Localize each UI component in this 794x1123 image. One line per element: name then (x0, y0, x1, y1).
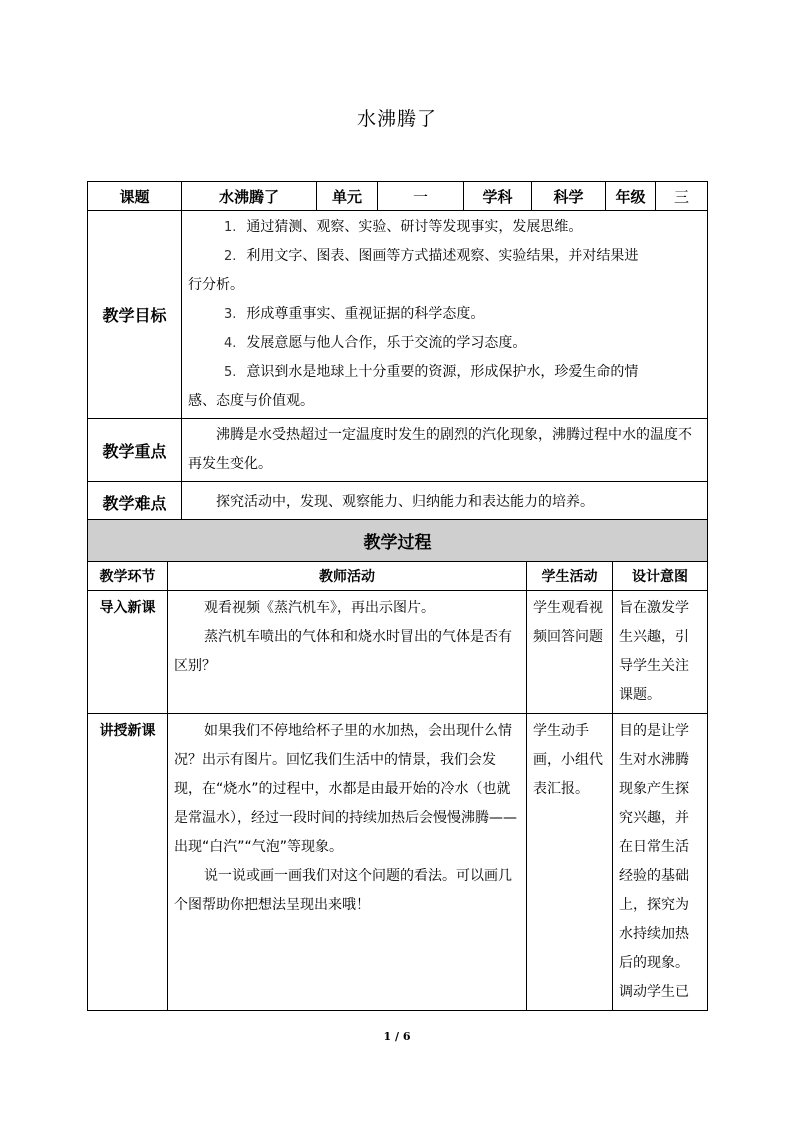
stage-label: 导入新课 (88, 591, 168, 714)
difficulty-text: 探究活动中，发现、观察能力、归纳能力和表达能力的培养。 (216, 494, 594, 510)
teacher-activity-text: 说一说或画一画我们对这个问题的看法。可以画几个图帮助你把想法呈现出来哦！ (174, 868, 512, 913)
document-title: 水沸腾了 (356, 108, 437, 130)
stage-label: 讲授新课 (88, 714, 168, 1011)
process-band-heading: 教学过程 (88, 520, 708, 562)
objective-item: 1. 通过猜测、观察、实验、研讨等发现事实，发展思维。 (224, 219, 583, 235)
col-header-student: 学生活动 (527, 562, 613, 591)
subject-value: 科学 (532, 182, 606, 211)
objective-item-cont: 感、态度与价值观。 (188, 393, 314, 409)
objective-item: 4. 发展意愿与他人合作，乐于交流的学习态度。 (224, 335, 527, 351)
student-activity-text: 学生动手画，小组代表汇报。 (527, 714, 613, 1011)
student-activity-text: 学生观看视频回答问题 (527, 591, 613, 714)
grade-label: 年级 (606, 182, 656, 211)
topic-label: 课题 (88, 182, 182, 211)
subject-label: 学科 (464, 182, 532, 211)
col-header-intent: 设计意图 (613, 562, 708, 591)
topic-value: 水沸腾了 (182, 182, 317, 211)
teacher-activity-text: 观看视频《蒸汽机车》，再出示图片。 (204, 600, 435, 616)
objective-item: 5. 意识到水是地球上十分重要的资源，形成保护水，珍爱生命的情 (224, 364, 639, 380)
grade-value: 三 (656, 182, 708, 211)
unit-value: 一 (378, 182, 464, 211)
objectives-label: 教学目标 (88, 211, 182, 419)
objective-item: 2. 利用文字、图表、图画等方式描述观察、实验结果，并对结果进 (224, 248, 639, 264)
teacher-activity-text: 蒸汽机车喷出的气体和和烧水时冒出的气体是否有区别？ (174, 629, 512, 674)
objective-item: 3. 形成尊重事实、重视证据的科学态度。 (224, 306, 485, 322)
table-row (88, 591, 708, 714)
lesson-info-table (87, 181, 708, 524)
key-point-label: 教学重点 (88, 419, 182, 482)
col-header-teacher: 教师活动 (168, 562, 527, 591)
key-point-text: 沸腾是水受热超过一定温度时发生的剧烈的汽化现象，沸腾过程中水的温度不再发生变化。 (188, 427, 692, 472)
difficulty-label: 教学难点 (88, 482, 182, 524)
objectives-list (182, 211, 708, 419)
design-intent-text: 目的是让学生对水沸腾现象产生探究兴趣，并在日常生活经验的基础上，探究为水持续加热后的现象。调动学生已 (613, 714, 708, 1011)
teacher-activity-text: 如果我们不停地给杯子里的水加热，会出现什么情况？出示有图片。回忆我们生活中的情景，我们会发现，在“烧水”的过程中，水都是由最开始的冷水（也就是常温水），经过一段时间的持续加热后会慢慢沸腾——出现“白汽”“气泡”等现象。 (174, 723, 517, 855)
design-intent-text: 旨在激发学生兴趣，引导学生关注课题。 (613, 591, 708, 714)
teaching-process-table (87, 519, 708, 1011)
col-header-stage: 教学环节 (88, 562, 168, 591)
table-row (88, 714, 708, 1011)
objective-item-cont: 行分析。 (188, 277, 244, 293)
unit-label: 单元 (317, 182, 378, 211)
page-number: 1 / 6 (383, 1030, 411, 1043)
